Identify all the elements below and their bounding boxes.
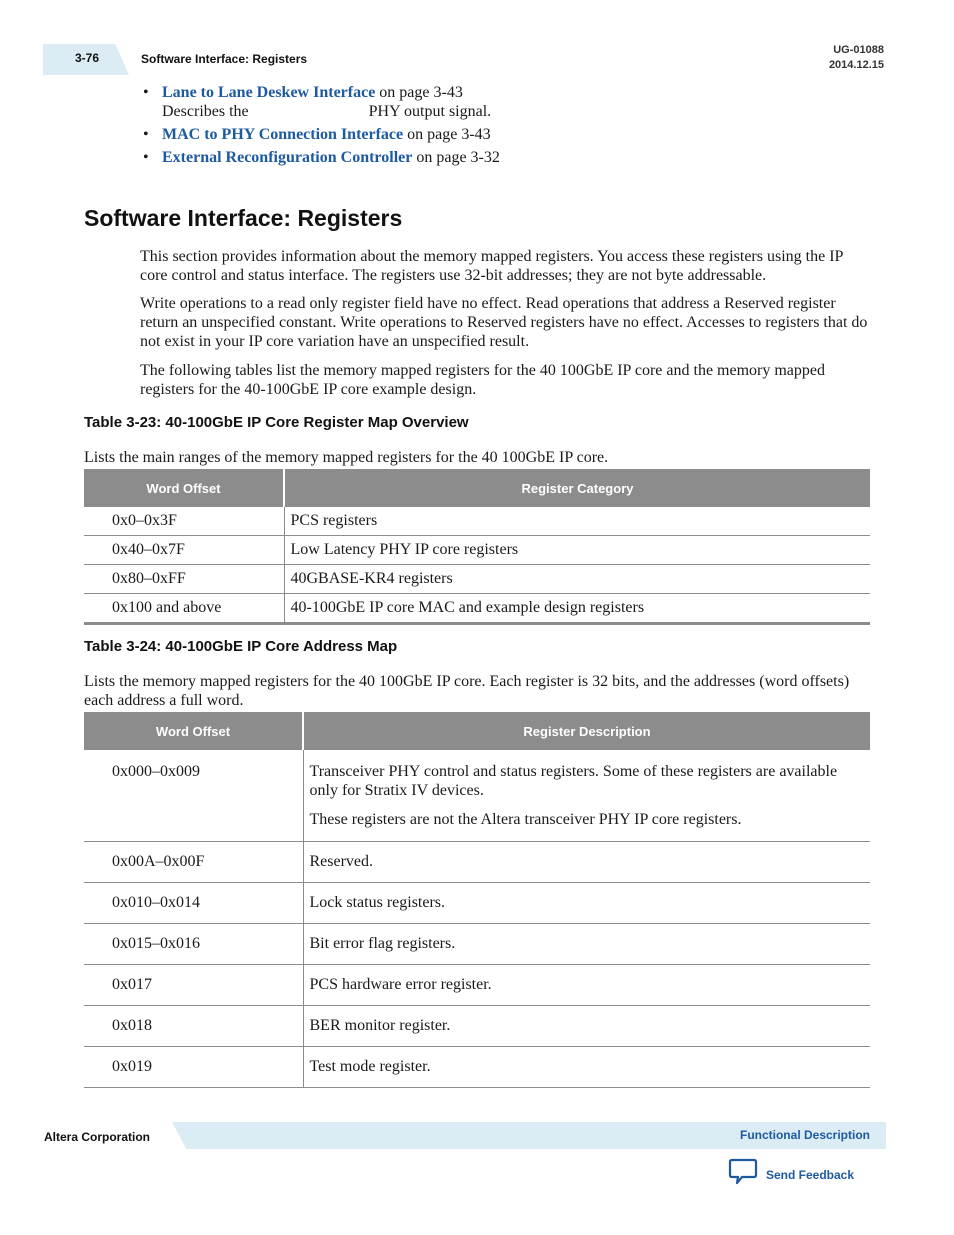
cell-word-offset: 0x000–0x009: [84, 750, 303, 842]
table-row: [84, 1047, 870, 1088]
table-row: [84, 924, 870, 965]
footer-section-link[interactable]: Functional Description: [739, 1128, 870, 1142]
cell-word-offset: 0x40–0x7F: [84, 536, 284, 565]
cell-word-offset: 0x019: [84, 1047, 303, 1088]
send-feedback-label: Send Feedback: [766, 1167, 855, 1182]
cell-word-offset: 0x010–0x014: [84, 883, 303, 924]
table1-description: Lists the main ranges of the memory mapped registers for the 40 100GbE IP core.: [84, 449, 609, 466]
cell-word-offset: 0x80–0xFF: [84, 565, 284, 594]
cell-register-description: Lock status registers.: [303, 883, 870, 924]
table-row: [84, 1006, 870, 1047]
link-page-ref: on page 3-43: [375, 84, 463, 101]
speech-bubble-icon: [728, 1158, 758, 1191]
cell-register-description: Bit error flag registers.: [303, 924, 870, 965]
running-header-title: Software Interface: Registers: [141, 52, 308, 66]
cell-register-category: 40-100GbE IP core MAC and example design registers: [284, 594, 870, 624]
cell-word-offset: 0x015–0x016: [84, 924, 303, 965]
description-note: These registers are not the Altera transceiver PHY IP core registers.: [309, 811, 742, 828]
cell-register-description: BER monitor register.: [303, 1006, 870, 1047]
link-page-ref: on page 3-32: [412, 149, 500, 166]
list-item: [140, 83, 500, 121]
table-row: [84, 883, 870, 924]
paragraph-intro: This section provides information about the memory mapped registers. You access these registers using the IP core control and status interface. The registers use 32-bit addresses; they are not byte addressable.: [140, 248, 843, 284]
description-text: Transceiver PHY control and status registers. Some of these registers are available only for Stratix IV devices.: [309, 763, 838, 799]
related-links-list: [140, 83, 500, 171]
register-map-overview-table: [84, 469, 870, 625]
link-reconfig-controller[interactable]: External Reconfiguration Controller: [162, 149, 413, 166]
send-feedback-button[interactable]: [728, 1158, 854, 1191]
address-map-table: [84, 712, 870, 1088]
table-row: [84, 965, 870, 1006]
column-header-word-offset: Word Offset: [84, 469, 284, 507]
table2-caption: Table 3-24: 40-100GbE IP Core Address Map: [84, 638, 398, 655]
doc-number: UG-01088: [833, 44, 884, 56]
column-header-register-description: Register Description: [303, 712, 870, 750]
cell-register-category: Low Latency PHY IP core registers: [284, 536, 870, 565]
column-header-register-category: Register Category: [284, 469, 870, 507]
cell-word-offset: 0x100 and above: [84, 594, 284, 624]
table-row: [84, 842, 870, 883]
footer-company: Altera Corporation: [44, 1130, 151, 1144]
cell-word-offset: 0x00A–0x00F: [84, 842, 303, 883]
document-id: [829, 43, 884, 73]
cell-register-description: Reserved.: [303, 842, 870, 883]
cell-register-description: Test mode register.: [303, 1047, 870, 1088]
paragraph-tables-intro: The following tables list the memory mapped registers for the 40 100GbE IP core and the memory mapped registers for the 40-100GbE IP core example design.: [140, 362, 826, 398]
table2-description: Lists the memory mapped registers for the 40 100GbE IP core. Each register is 32 bits, and the addresses (word offsets) each address a full word.: [84, 673, 850, 709]
table-row: [84, 750, 870, 842]
cell-register-description: PCS hardware error register.: [303, 965, 870, 1006]
cell-register-category: 40GBASE-KR4 registers: [284, 565, 870, 594]
list-item: [140, 125, 500, 144]
table-row: [84, 594, 870, 624]
table-row: [84, 507, 870, 536]
cell-word-offset: 0x017: [84, 965, 303, 1006]
table-row: [84, 565, 870, 594]
section-heading: Software Interface: Registers: [84, 205, 403, 231]
table-row: [84, 536, 870, 565]
table1-caption: Table 3-23: 40-100GbE IP Core Register Map Overview: [84, 414, 469, 431]
column-header-word-offset: Word Offset: [84, 712, 303, 750]
paragraph-access-rules: Write operations to a read only register field have no effect. Read operations that address a Reserved register return an unspecified constant. Write operations to Reserved registers have no effect. Accesses to registers that do not exist in your IP core variation have an unspecified result.: [140, 295, 868, 350]
cell-word-offset: 0x0–0x3F: [84, 507, 284, 536]
doc-date: 2014.12.15: [828, 59, 884, 71]
list-item: [140, 148, 500, 167]
link-description: Describes the PHY output signal.: [162, 103, 492, 120]
link-page-ref: on page 3-43: [403, 126, 491, 143]
page-number: 3-76: [75, 51, 100, 65]
link-lane-deskew[interactable]: Lane to Lane Deskew Interface: [162, 84, 376, 101]
cell-register-description: [303, 750, 870, 842]
cell-register-category: PCS registers: [284, 507, 870, 536]
link-mac-to-phy[interactable]: MAC to PHY Connection Interface: [162, 126, 404, 143]
cell-word-offset: 0x018: [84, 1006, 303, 1047]
